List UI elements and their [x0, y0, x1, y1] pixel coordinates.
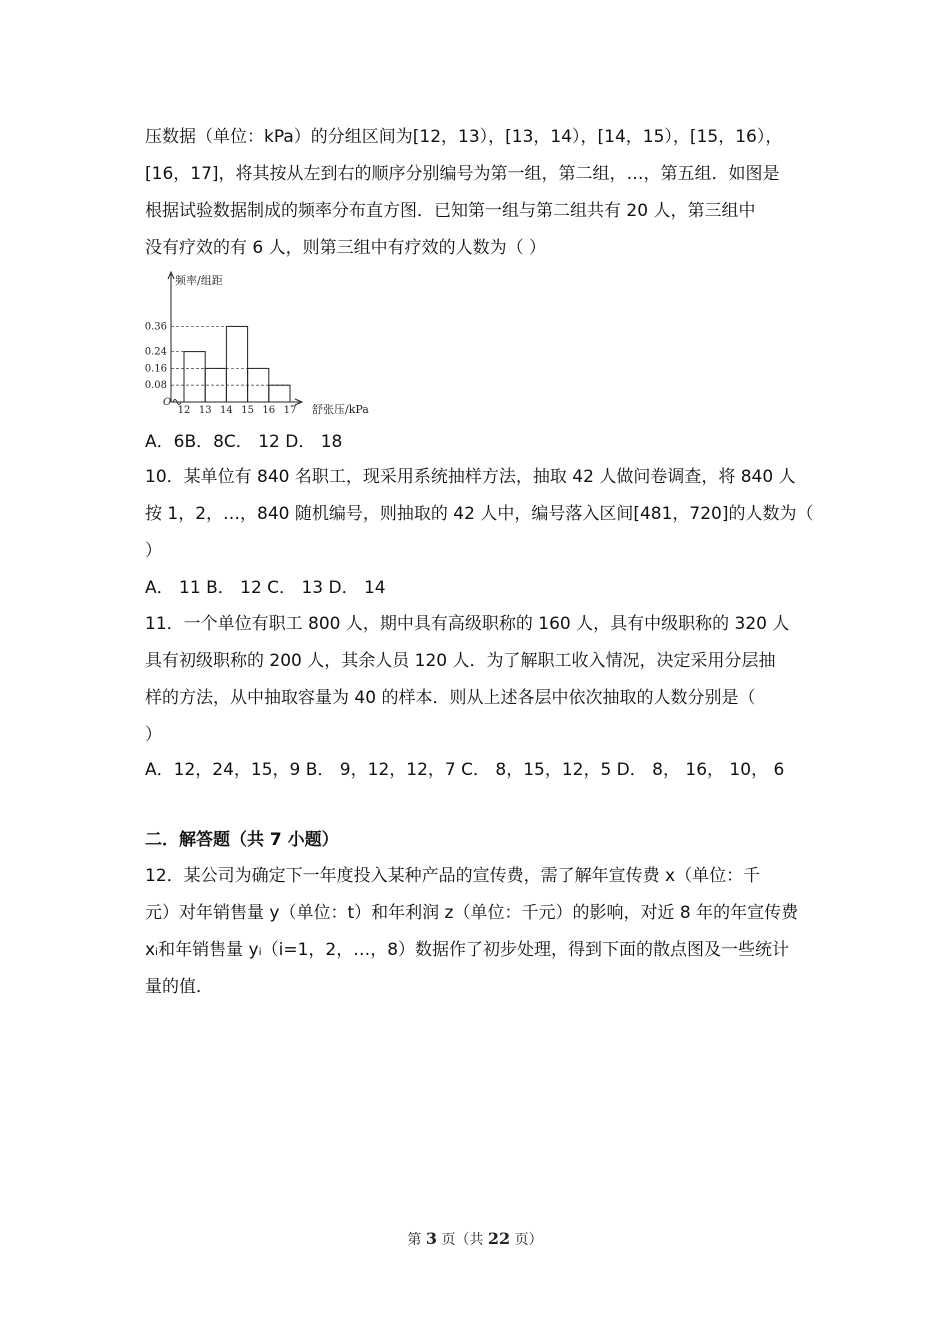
q9-text-line-1: 压数据（单位：kPa）的分组区间为[12，13），[13，14），[14，15），[15，16）， — [145, 127, 783, 147]
footer-total-pages: 22 — [487, 1229, 511, 1248]
footer-suffix: 页） — [514, 1232, 543, 1248]
x-axis-label: 舒张压/kPa — [312, 403, 369, 416]
footer-prefix: 第 — [407, 1232, 422, 1248]
histogram-bar-2 — [226, 326, 247, 402]
q12-text-line-3: xᵢ和年销售量 yᵢ（i=1，2，…，8）数据作了初步处理，得到下面的散点图及一些统计 — [145, 940, 790, 960]
q11-text-line-4: ） — [145, 725, 162, 745]
q11-text-line-2: 具有初级职称的 200 人，其余人员 120 人．为了解职工收入情况，决定采用分层抽 — [145, 651, 776, 671]
q9-text-line-3: 根据试验数据制成的频率分布直方图．已知第一组与第二组共有 20 人，第三组中 — [145, 201, 756, 221]
page-footer — [0, 1229, 950, 1249]
y-tick-label-2: 0.24 — [144, 346, 167, 358]
histogram-bar-4 — [269, 385, 290, 402]
q10-options: A． 11 B． 12 C． 13 D． 14 — [145, 578, 386, 598]
q12-text-line-1: 12．某公司为确定下一年度投入某种产品的宣传费，需了解年宣传费 x（单位：千 — [145, 866, 761, 886]
q10-text-line-1: 10．某单位有 840 名职工，现采用系统抽样方法，抽取 42 人做问卷调查，将 840 人 — [145, 467, 796, 487]
y-tick-label-0: 0.08 — [144, 380, 167, 392]
histogram-bar-0 — [184, 352, 205, 402]
footer-middle: 页（共 — [441, 1232, 484, 1248]
frequency-histogram — [140, 268, 380, 420]
q12-text-line-2: 元）对年销售量 y（单位：t）和年利润 z（单位：千元）的影响，对近 8 年的年宣传费 — [145, 903, 799, 923]
y-tick-label-3: 0.36 — [144, 321, 167, 333]
q11-text-line-1: 11．一个单位有职工 800 人，期中具有高级职称的 160 人，具有中级职称的 320 人 — [145, 614, 790, 634]
q12-text-line-4: 量的值． — [145, 977, 213, 997]
x-tick-label-1: 13 — [198, 405, 212, 416]
q11-options: A．12，24，15，9 B． 9，12，12，7 C． 8，15，12，5 D． 8， 16， 10， 6 — [145, 760, 785, 780]
q9-text-line-4: 没有疗效的有 6 人，则第三组中有疗效的人数为（ ） — [145, 238, 547, 258]
x-tick-label-4: 16 — [262, 405, 276, 416]
x-tick-label-5: 17 — [283, 405, 297, 416]
x-tick-label-0: 12 — [177, 405, 191, 416]
footer-page-number: 3 — [425, 1229, 437, 1248]
q9-text-line-2: [16，17]，将其按从左到右的顺序分别编号为第一组，第二组，…，第五组．如图是 — [145, 164, 780, 184]
y-tick-label-1: 0.16 — [144, 363, 167, 375]
origin-label: O — [163, 397, 172, 408]
q11-text-line-3: 样的方法，从中抽取容量为 40 的样本．则从上述各层中依次抽取的人数分别是（ — [145, 688, 756, 708]
y-axis-label: 频率/组距 — [175, 274, 223, 287]
x-tick-label-3: 15 — [241, 405, 254, 416]
q10-text-line-2: 按 1，2，…，840 随机编号，则抽取的 42 人中，编号落入区间[481，720]的人数为（ — [145, 504, 814, 524]
q9-options: A．6B．8C． 12 D． 18 — [145, 432, 343, 452]
x-tick-label-2: 14 — [220, 405, 233, 416]
q10-text-line-3: ） — [145, 541, 162, 561]
section-heading: 二．解答题（共 7 小题） — [145, 830, 339, 850]
